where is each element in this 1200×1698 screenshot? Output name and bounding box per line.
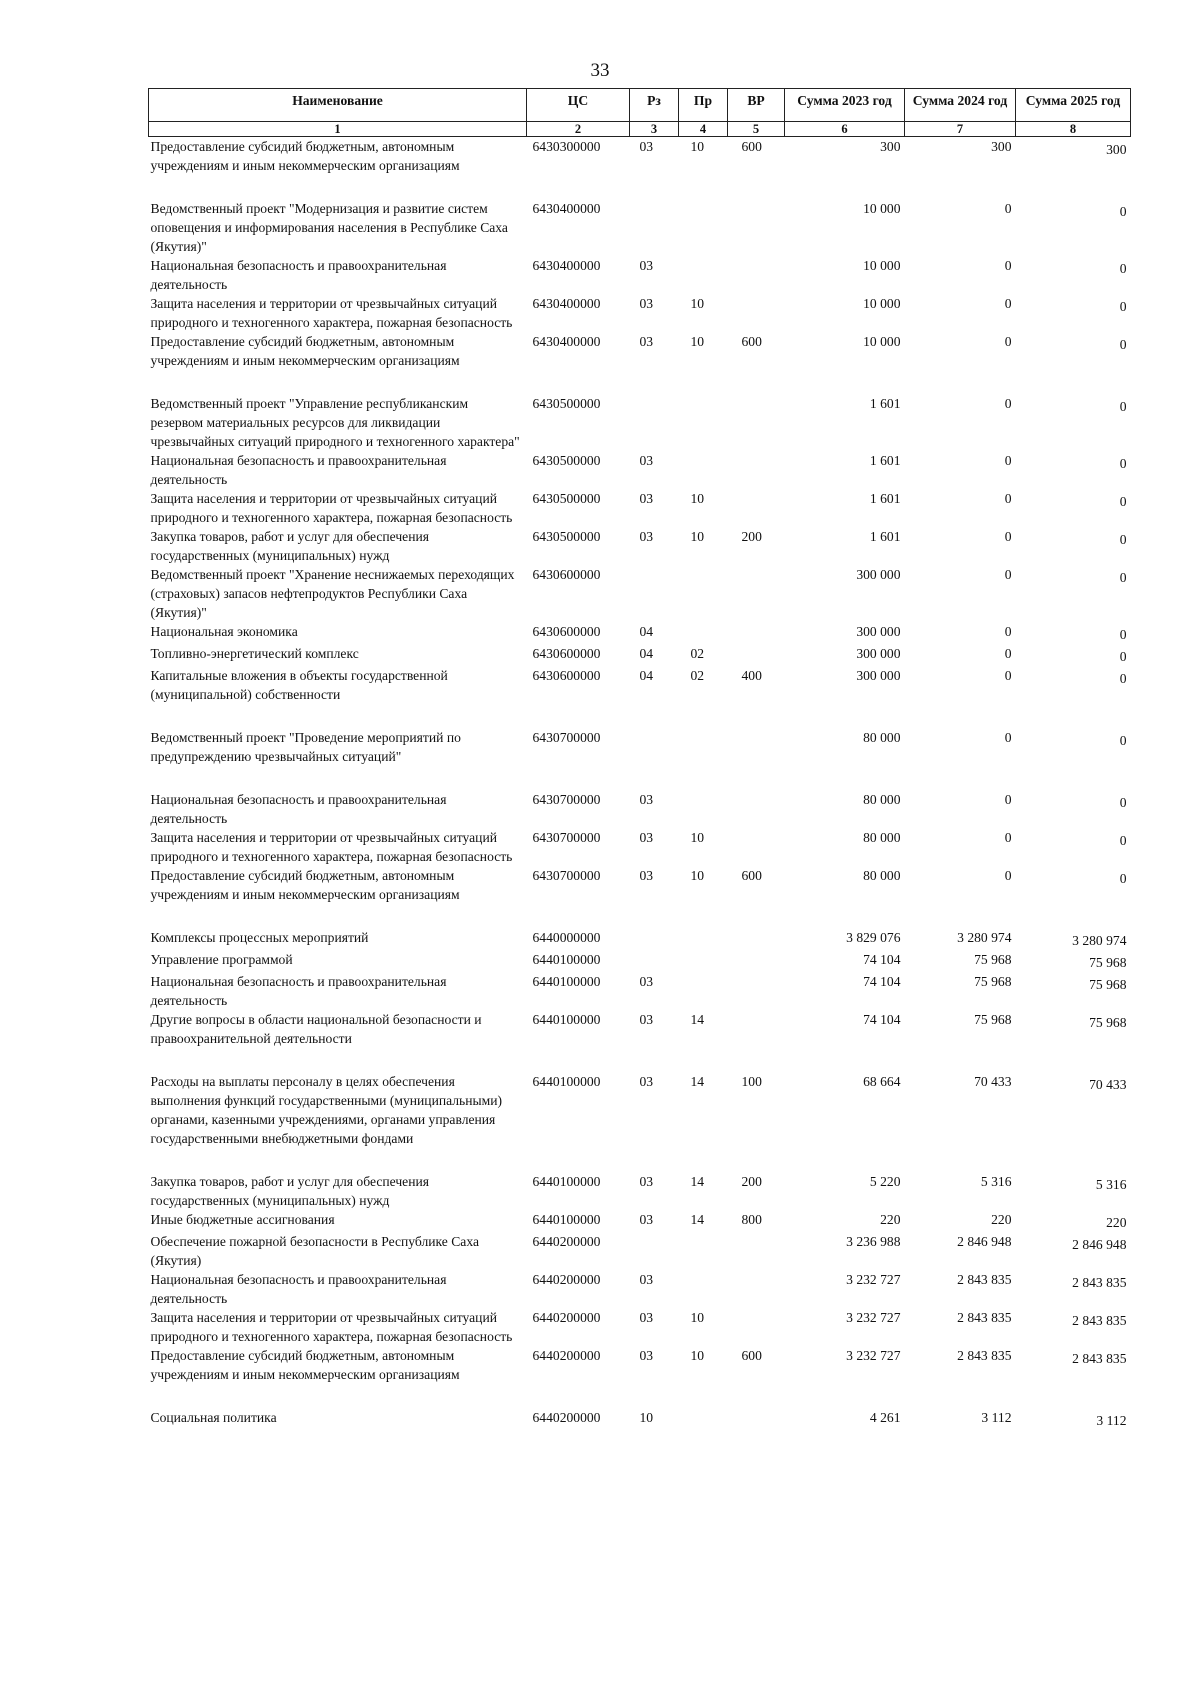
row-vr: [728, 1408, 785, 1430]
row-cs: 6440200000: [532, 1272, 601, 1287]
row-sum-2025: 0: [1119, 833, 1127, 848]
row-name: Защита населения и территории от чрезвычайных ситуаций природного и техногенного характера, пожарная безопасность: [150, 491, 513, 525]
row-sum-2024: 0: [1004, 730, 1012, 745]
row-sum-2025: 3 112: [1096, 1413, 1127, 1428]
row-rz: 03: [639, 1348, 654, 1363]
row-cs: 6430400000: [532, 258, 601, 273]
row-name: Расходы на выплаты персоналу в целях обеспечения выполнения функций государственными (муниципальными) органами, казенными учреждениями, органами управления государственными внебюджетными фондами: [150, 1074, 503, 1146]
table-row: [149, 950, 1131, 972]
row-sum-2024: 0: [1004, 529, 1012, 544]
row-sum-2025: 70 433: [1089, 1077, 1127, 1092]
row-pr: 10: [690, 529, 705, 544]
row-name: Защита населения и территории от чрезвычайных ситуаций природного и техногенного характера, пожарная безопасность: [150, 296, 513, 330]
row-vr: 400: [741, 668, 762, 683]
row-cs: 6430500000: [532, 396, 601, 411]
row-sum-2024: 0: [1004, 396, 1012, 411]
row-sum-2023: 74 104: [863, 952, 901, 967]
row-name: Национальная безопасность и правоохранительная деятельность: [150, 258, 447, 292]
row-cs: 6440000000: [532, 930, 601, 945]
column-number: 7: [905, 122, 1016, 137]
row-rz: 03: [639, 868, 654, 883]
row-sum-2025: 0: [1119, 261, 1127, 276]
row-rz: 03: [639, 830, 654, 845]
row-name: Капитальные вложения в объекты государственной (муниципальной) собственности: [150, 668, 448, 702]
row-sum-2023: 10 000: [863, 334, 901, 349]
row-cs: 6440200000: [532, 1234, 601, 1249]
row-sum-2025: 300: [1106, 142, 1127, 157]
table-row: [149, 1232, 1131, 1270]
row-rz: 10: [639, 1410, 654, 1425]
row-rz: 03: [639, 529, 654, 544]
row-sum-2025: 2 843 835: [1072, 1275, 1127, 1290]
table-row: [149, 1346, 1131, 1408]
row-sum-2024: 0: [1004, 646, 1012, 661]
row-vr: [728, 294, 785, 332]
row-pr: 10: [690, 296, 705, 311]
row-sum-2025: 0: [1119, 671, 1127, 686]
table-row: [149, 644, 1131, 666]
row-sum-2023: 10 000: [863, 258, 901, 273]
row-vr: [728, 950, 785, 972]
row-cs: 6430700000: [532, 830, 601, 845]
row-pr: [679, 451, 728, 489]
row-vr: [728, 565, 785, 622]
table-row: [149, 1172, 1131, 1210]
row-vr: [728, 394, 785, 451]
row-cs: 6440100000: [532, 1212, 601, 1227]
row-cs: 6430600000: [532, 646, 601, 661]
row-vr: [728, 256, 785, 294]
row-pr: [679, 928, 728, 950]
row-vr: [728, 1270, 785, 1308]
row-sum-2023: 1 601: [869, 491, 901, 506]
row-pr: [679, 950, 728, 972]
row-sum-2024: 0: [1004, 624, 1012, 639]
table-row: [149, 866, 1131, 928]
table-row: [149, 1308, 1131, 1346]
row-cs: 6430600000: [532, 624, 601, 639]
row-sum-2023: 80 000: [863, 868, 901, 883]
row-sum-2025: 0: [1119, 204, 1127, 219]
row-rz: 04: [639, 646, 654, 661]
table-row: [149, 565, 1131, 622]
row-pr: [679, 256, 728, 294]
row-rz: [630, 950, 679, 972]
row-name: Ведомственный проект "Управление республиканским резервом материальных ресурсов для ликвидации чрезвычайных ситуаций природного и техногенного характера": [150, 396, 520, 449]
row-sum-2025: 0: [1119, 570, 1127, 585]
row-vr: [728, 1010, 785, 1072]
row-sum-2025: 0: [1119, 627, 1127, 642]
row-rz: 03: [639, 1174, 654, 1189]
row-rz: [630, 199, 679, 256]
row-cs: 6440100000: [532, 1174, 601, 1189]
row-pr: 02: [690, 668, 705, 683]
row-sum-2024: 0: [1004, 868, 1012, 883]
row-vr: [728, 489, 785, 527]
row-sum-2025: 0: [1119, 299, 1127, 314]
row-rz: 03: [639, 1012, 654, 1027]
row-name: Обеспечение пожарной безопасности в Республике Саха (Якутия): [150, 1234, 479, 1268]
row-pr: [679, 1270, 728, 1308]
row-vr: [728, 790, 785, 828]
row-sum-2023: 10 000: [863, 296, 901, 311]
row-rz: 03: [639, 1310, 654, 1325]
row-sum-2024: 75 968: [974, 974, 1012, 989]
row-name: Защита населения и территории от чрезвычайных ситуаций природного и техногенного характера, пожарная безопасность: [150, 1310, 513, 1344]
row-sum-2023: 80 000: [863, 830, 901, 845]
row-name: Предоставление субсидий бюджетным, автономным учреждениям и иным некоммерческим организациям: [150, 139, 460, 173]
column-number: 3: [630, 122, 679, 137]
header-sum-2023: Сумма 2023 год: [785, 89, 905, 122]
row-rz: 03: [639, 453, 654, 468]
column-number: 5: [728, 122, 785, 137]
row-name: Защита населения и территории от чрезвычайных ситуаций природного и техногенного характера, пожарная безопасность: [150, 830, 513, 864]
row-pr: [679, 728, 728, 790]
row-rz: 03: [639, 792, 654, 807]
row-sum-2024: 0: [1004, 258, 1012, 273]
row-name: Топливно-энергетический комплекс: [150, 646, 359, 661]
table-row: [149, 394, 1131, 451]
row-sum-2023: 300 000: [856, 567, 901, 582]
header-rz: Рз: [630, 89, 679, 122]
row-rz: 03: [639, 974, 654, 989]
header-name: Наименование: [149, 89, 527, 122]
row-sum-2024: 0: [1004, 453, 1012, 468]
table-row: [149, 622, 1131, 644]
row-vr: [728, 928, 785, 950]
row-sum-2025: 0: [1119, 532, 1127, 547]
row-vr: 600: [741, 868, 762, 883]
row-sum-2025: 75 968: [1089, 955, 1127, 970]
row-name: Национальная безопасность и правоохранительная деятельность: [150, 974, 447, 1008]
row-rz: 03: [639, 1212, 654, 1227]
row-sum-2024: 2 843 835: [957, 1348, 1012, 1363]
row-pr: 10: [690, 139, 705, 154]
row-sum-2023: 3 829 076: [846, 930, 901, 945]
row-vr: [728, 644, 785, 666]
row-sum-2023: 300: [880, 139, 901, 154]
table-row: [149, 1010, 1131, 1072]
row-sum-2025: 75 968: [1089, 977, 1127, 992]
row-sum-2024: 300: [991, 139, 1012, 154]
row-vr: [728, 451, 785, 489]
row-name: Предоставление субсидий бюджетным, автономным учреждениям и иным некоммерческим организациям: [150, 334, 460, 368]
row-sum-2023: 3 236 988: [846, 1234, 901, 1249]
row-pr: 10: [690, 491, 705, 506]
row-cs: 6430600000: [532, 567, 601, 582]
row-sum-2024: 3 112: [981, 1410, 1012, 1425]
row-pr: [679, 199, 728, 256]
row-sum-2023: 1 601: [869, 453, 901, 468]
row-sum-2025: 0: [1119, 337, 1127, 352]
row-sum-2024: 0: [1004, 491, 1012, 506]
header-row: [149, 89, 1131, 122]
row-sum-2023: 300 000: [856, 668, 901, 683]
row-sum-2024: 0: [1004, 334, 1012, 349]
row-sum-2023: 3 232 727: [846, 1310, 901, 1325]
row-sum-2025: 5 316: [1095, 1177, 1127, 1192]
row-sum-2023: 3 232 727: [846, 1272, 901, 1287]
row-pr: 14: [690, 1174, 705, 1189]
row-sum-2024: 0: [1004, 668, 1012, 683]
row-sum-2023: 4 261: [869, 1410, 901, 1425]
table-row: [149, 928, 1131, 950]
row-cs: 6430700000: [532, 792, 601, 807]
table-row: [149, 527, 1131, 565]
row-vr: [728, 972, 785, 1010]
row-sum-2024: 75 968: [974, 952, 1012, 967]
row-sum-2023: 300 000: [856, 646, 901, 661]
row-name: Ведомственный проект "Проведение мероприятий по предупреждению чрезвычайных ситуаций": [150, 730, 461, 764]
row-rz: [630, 728, 679, 790]
row-cs: 6440100000: [532, 1012, 601, 1027]
row-sum-2025: 0: [1119, 871, 1127, 886]
table-row: [149, 137, 1131, 200]
row-pr: 10: [690, 1310, 705, 1325]
row-name: Комплексы процессных мероприятий: [150, 930, 369, 945]
row-sum-2024: 220: [991, 1212, 1012, 1227]
row-vr: [728, 1232, 785, 1270]
page-number: 33: [590, 60, 610, 81]
row-cs: 6440100000: [532, 952, 601, 967]
row-pr: 10: [690, 868, 705, 883]
row-pr: [679, 394, 728, 451]
row-pr: [679, 1408, 728, 1430]
table-row: [149, 332, 1131, 394]
row-sum-2024: 0: [1004, 296, 1012, 311]
row-sum-2024: 0: [1004, 830, 1012, 845]
row-rz: 03: [639, 296, 654, 311]
row-rz: 04: [639, 624, 654, 639]
row-name: Закупка товаров, работ и услуг для обеспечения государственных (муниципальных) нужд: [150, 1174, 429, 1208]
row-vr: [728, 828, 785, 866]
row-rz: 03: [639, 258, 654, 273]
row-pr: [679, 565, 728, 622]
table-row: [149, 1210, 1131, 1232]
row-name: Предоставление субсидий бюджетным, автономным учреждениям и иным некоммерческим организациям: [150, 868, 460, 902]
row-pr: 10: [690, 334, 705, 349]
row-vr: [728, 199, 785, 256]
row-cs: 6430300000: [532, 139, 601, 154]
row-sum-2024: 2 843 835: [957, 1310, 1012, 1325]
row-sum-2025: 0: [1119, 649, 1127, 664]
row-sum-2024: 5 316: [980, 1174, 1012, 1189]
row-cs: 6430400000: [532, 296, 601, 311]
table-row: [149, 728, 1131, 790]
row-pr: [679, 622, 728, 644]
row-name: Предоставление субсидий бюджетным, автономным учреждениям и иным некоммерческим организациям: [150, 1348, 460, 1382]
header-cs: ЦС: [527, 89, 630, 122]
row-sum-2024: 70 433: [974, 1074, 1012, 1089]
table-row: [149, 972, 1131, 1010]
row-sum-2023: 68 664: [863, 1074, 901, 1089]
row-sum-2024: 0: [1004, 201, 1012, 216]
row-sum-2025: 0: [1119, 456, 1127, 471]
header-vr: ВР: [728, 89, 785, 122]
row-cs: 6440200000: [532, 1310, 601, 1325]
row-sum-2023: 5 220: [869, 1174, 901, 1189]
row-name: Другие вопросы в области национальной безопасности и правоохранительной деятельности: [150, 1012, 482, 1046]
header-pr: Пр: [679, 89, 728, 122]
row-sum-2025: 220: [1106, 1215, 1127, 1230]
row-sum-2023: 300 000: [856, 624, 901, 639]
column-number-row: [149, 122, 1131, 137]
row-sum-2023: 1 601: [869, 529, 901, 544]
row-cs: 6430600000: [532, 668, 601, 683]
header-sum-2025: Сумма 2025 год: [1016, 89, 1131, 122]
row-cs: 6440200000: [532, 1348, 601, 1363]
table-row: [149, 489, 1131, 527]
table-row: [149, 666, 1131, 728]
row-vr: [728, 1308, 785, 1346]
row-name: Национальная экономика: [150, 624, 298, 639]
row-vr: [728, 622, 785, 644]
row-vr: 100: [741, 1074, 762, 1089]
row-sum-2025: 0: [1119, 494, 1127, 509]
row-sum-2023: 3 232 727: [846, 1348, 901, 1363]
table-row: [149, 256, 1131, 294]
row-sum-2025: 0: [1119, 795, 1127, 810]
row-name: Ведомственный проект "Модернизация и развитие систем оповещения и информирования населения в Республике Саха (Якутия)": [150, 201, 508, 254]
column-number: 6: [785, 122, 905, 137]
row-rz: 03: [639, 334, 654, 349]
table-row: [149, 828, 1131, 866]
row-vr: 200: [741, 1174, 762, 1189]
row-pr: 10: [690, 1348, 705, 1363]
row-vr: 800: [741, 1212, 762, 1227]
row-sum-2024: 0: [1004, 567, 1012, 582]
row-pr: 14: [690, 1012, 705, 1027]
row-sum-2024: 2 843 835: [957, 1272, 1012, 1287]
row-name: Закупка товаров, работ и услуг для обеспечения государственных (муниципальных) нужд: [150, 529, 429, 563]
budget-table: [148, 88, 1131, 1430]
row-sum-2023: 74 104: [863, 974, 901, 989]
row-sum-2025: 3 280 974: [1072, 933, 1127, 948]
row-sum-2024: 75 968: [974, 1012, 1012, 1027]
row-vr: 200: [741, 529, 762, 544]
row-rz: [630, 394, 679, 451]
row-sum-2025: 0: [1119, 399, 1127, 414]
row-pr: [679, 790, 728, 828]
row-sum-2023: 1 601: [869, 396, 901, 411]
row-cs: 6430700000: [532, 868, 601, 883]
table-row: [149, 1072, 1131, 1172]
row-cs: 6430500000: [532, 491, 601, 506]
row-cs: 6430500000: [532, 453, 601, 468]
row-vr: 600: [741, 139, 762, 154]
row-name: Иные бюджетные ассигнования: [150, 1212, 335, 1227]
row-name: Ведомственный проект "Хранение неснижаемых переходящих (страховых) запасов нефтепродуктов Республики Саха (Якутия)": [150, 567, 515, 620]
row-rz: [630, 1232, 679, 1270]
table-body: [149, 137, 1131, 1431]
row-pr: 02: [690, 646, 705, 661]
row-cs: 6440100000: [532, 974, 601, 989]
table-row: [149, 1270, 1131, 1308]
row-cs: 6430400000: [532, 334, 601, 349]
row-rz: 03: [639, 491, 654, 506]
row-sum-2023: 80 000: [863, 792, 901, 807]
row-sum-2025: 2 843 835: [1072, 1351, 1127, 1366]
row-pr: 14: [690, 1212, 705, 1227]
row-sum-2024: 3 280 974: [957, 930, 1012, 945]
row-sum-2024: 0: [1004, 792, 1012, 807]
row-pr: [679, 1232, 728, 1270]
row-sum-2025: 2 846 948: [1072, 1237, 1127, 1252]
row-sum-2023: 74 104: [863, 1012, 901, 1027]
row-pr: [679, 972, 728, 1010]
row-vr: 600: [741, 1348, 762, 1363]
column-number: 2: [527, 122, 630, 137]
column-number: 1: [149, 122, 527, 137]
row-name: Управление программой: [150, 952, 293, 967]
column-number: 4: [679, 122, 728, 137]
row-cs: 6440200000: [532, 1410, 601, 1425]
row-sum-2023: 10 000: [863, 201, 901, 216]
row-sum-2025: 2 843 835: [1072, 1313, 1127, 1328]
row-sum-2025: 75 968: [1089, 1015, 1127, 1030]
table-row: [149, 1408, 1131, 1430]
row-rz: 04: [639, 668, 654, 683]
header-sum-2024: Сумма 2024 год: [905, 89, 1016, 122]
row-rz: 03: [639, 139, 654, 154]
table-row: [149, 294, 1131, 332]
row-cs: 6430700000: [532, 730, 601, 745]
row-pr: 14: [690, 1074, 705, 1089]
row-pr: 10: [690, 830, 705, 845]
column-number: 8: [1016, 122, 1131, 137]
row-sum-2023: 80 000: [863, 730, 901, 745]
row-name: Национальная безопасность и правоохранительная деятельность: [150, 453, 447, 487]
row-rz: [630, 565, 679, 622]
row-sum-2025: 0: [1119, 733, 1127, 748]
row-rz: [630, 928, 679, 950]
row-cs: 6440100000: [532, 1074, 601, 1089]
row-vr: 600: [741, 334, 762, 349]
row-sum-2024: 2 846 948: [957, 1234, 1012, 1249]
row-name: Национальная безопасность и правоохранительная деятельность: [150, 792, 447, 826]
row-cs: 6430400000: [532, 201, 601, 216]
row-rz: 03: [639, 1074, 654, 1089]
row-name: Социальная политика: [150, 1410, 277, 1425]
row-rz: 03: [639, 1272, 654, 1287]
table-row: [149, 199, 1131, 256]
row-name: Национальная безопасность и правоохранительная деятельность: [150, 1272, 447, 1306]
table-row: [149, 451, 1131, 489]
row-cs: 6430500000: [532, 529, 601, 544]
row-vr: [728, 728, 785, 790]
table-row: [149, 790, 1131, 828]
row-sum-2023: 220: [880, 1212, 901, 1227]
